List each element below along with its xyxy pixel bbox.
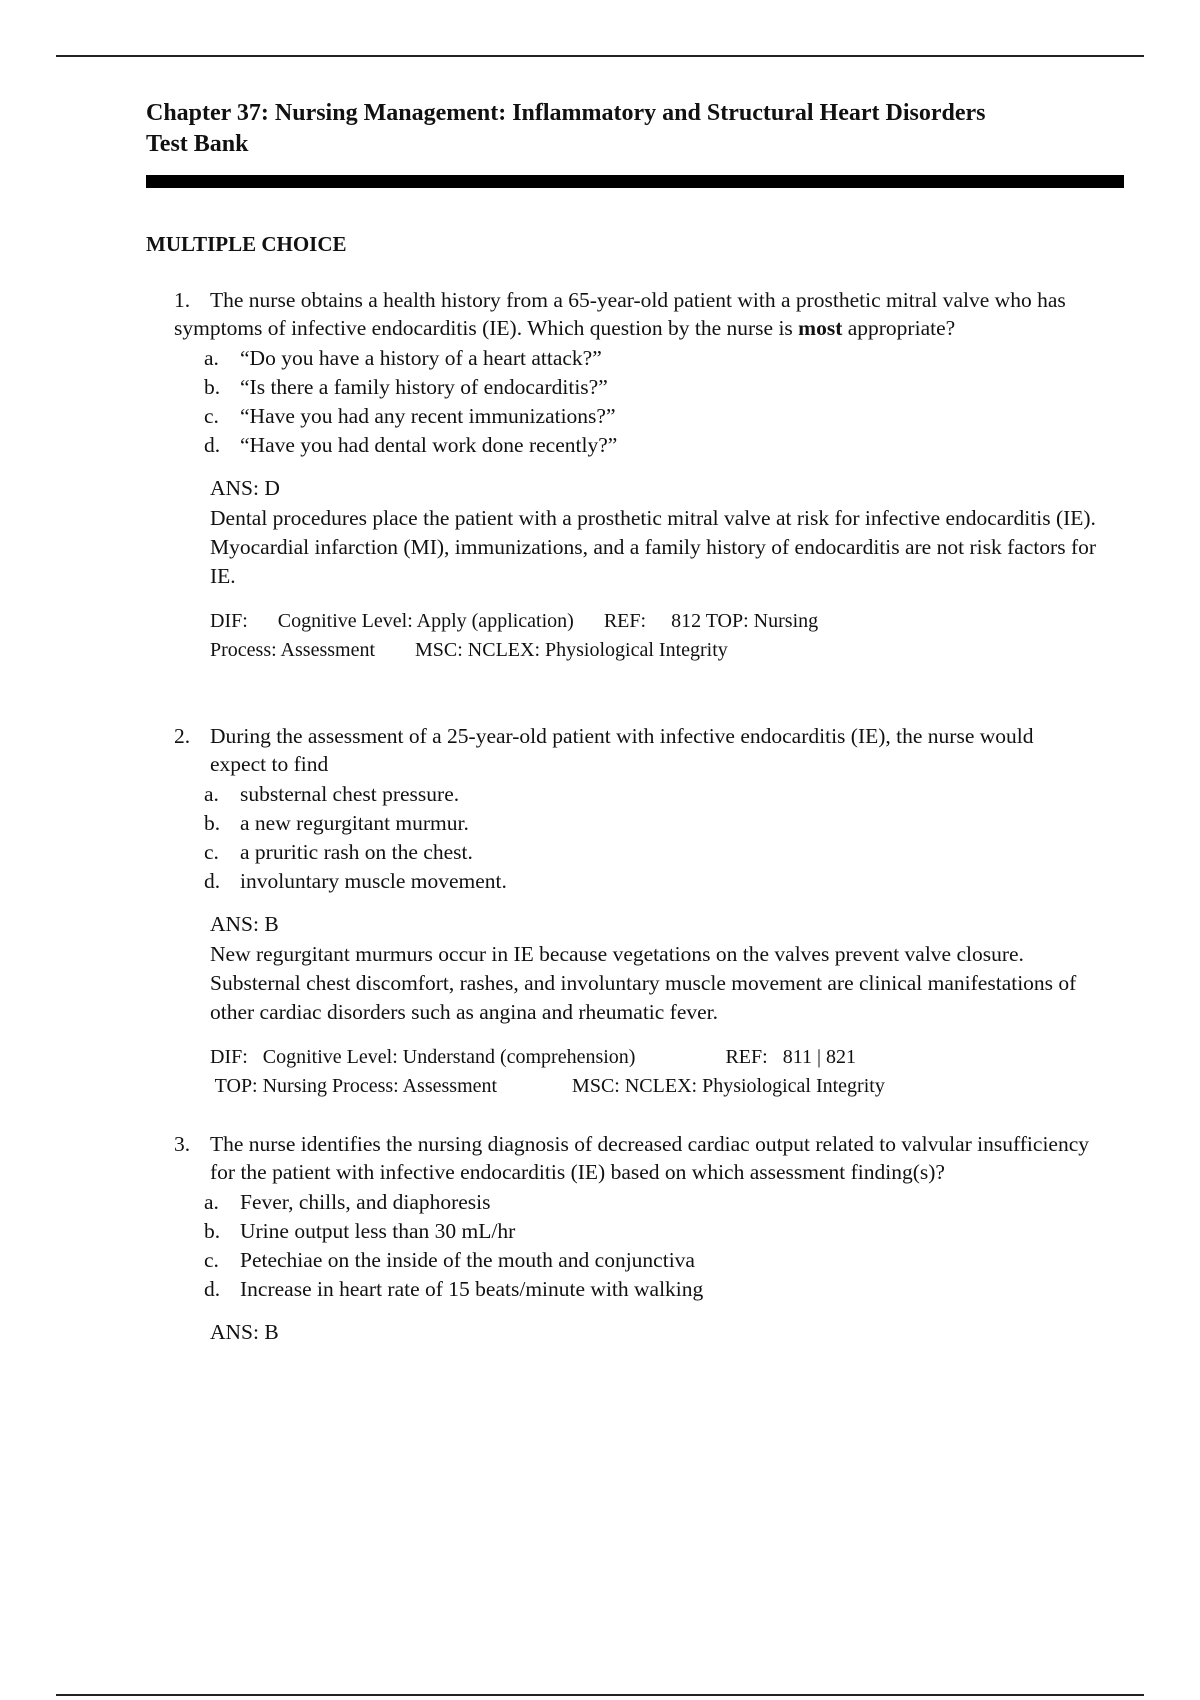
choice-d: d. “Have you had dental work done recently?”	[204, 433, 618, 457]
question-number: 3.	[174, 1132, 191, 1156]
choice-a: a. “Do you have a history of a heart attack?”	[204, 346, 602, 370]
question-stem: 1. The nurse obtains a health history from a 65-year-old patient with a prosthetic mitral valve who has symptoms of infective endocarditis (IE). Which question by the nurse is most appropriate?	[174, 288, 1066, 340]
choice-list	[204, 780, 1104, 896]
question-stem: 3. The nurse identifies the nursing diagnosis of decreased cardiac output related to valvular insufficiency for the patient with infective endocarditis (IE) based on which assessment finding(s)?	[174, 1132, 1090, 1184]
choice-b: b. “Is there a family history of endocarditis?”	[204, 375, 608, 399]
question-number: 2.	[174, 724, 191, 748]
page-title	[146, 98, 1126, 160]
rationale: Dental procedures place the patient with a prosthetic mitral valve at risk for infective endocarditis (IE). Myocardial infarction (MI), immunizations, and a family history of endocarditis are not risk factors for IE.	[210, 506, 1097, 588]
section-heading: MULTIPLE CHOICE	[146, 232, 347, 256]
choice-b: b. Urine output less than 30 mL/hr	[204, 1219, 516, 1243]
answer: ANS: D	[210, 476, 280, 500]
choice-list	[204, 1188, 1104, 1304]
choice-c: c. a pruritic rash on the chest.	[204, 840, 473, 864]
choice-d: d. involuntary muscle movement.	[204, 869, 507, 893]
question-2	[0, 722, 1200, 1101]
question-1	[0, 286, 1200, 665]
bottom-rule	[56, 1694, 1144, 1696]
top-rule	[56, 55, 1144, 57]
emphasis: most	[798, 316, 843, 340]
title-line-2: Test Bank	[146, 131, 249, 157]
title-line-1: Chapter 37: Nursing Management: Inflammatory and Structural Heart Disorders	[146, 100, 986, 126]
question-metadata: DIF: Cognitive Level: Apply (application) REF: 812 TOP: Nursing Process: Assessment MSC: NCLEX: Physiological Integrity	[210, 610, 819, 661]
choice-c: c. “Have you had any recent immunizations?”	[204, 404, 616, 428]
choice-b: b. a new regurgitant murmur.	[204, 811, 469, 835]
question-3	[0, 1130, 1200, 1347]
choice-d: d. Increase in heart rate of 15 beats/minute with walking	[204, 1277, 704, 1301]
question-metadata: DIF: Cognitive Level: Understand (comprehension) REF: 811 | 821 TOP: Nursing Process: Assessment MSC: NCLEX: Physiological Integrity	[210, 1046, 885, 1097]
answer: ANS: B	[210, 1320, 279, 1344]
choice-c: c. Petechiae on the inside of the mouth and conjunctiva	[204, 1248, 695, 1272]
question-number: 1.	[174, 288, 191, 312]
rationale: New regurgitant murmurs occur in IE because vegetations on the valves prevent valve closure. Substernal chest discomfort, rashes, and involuntary muscle movement are clinical manifestations of other cardiac disorders such as angina and rheumatic fever.	[210, 942, 1077, 1024]
title-divider	[146, 175, 1124, 188]
choice-a: a. Fever, chills, and diaphoresis	[204, 1190, 491, 1214]
choice-list	[204, 344, 1104, 460]
question-stem: 2. During the assessment of a 25-year-old patient with infective endocarditis (IE), the nurse would expect to find	[174, 724, 1034, 776]
choice-a: a. substernal chest pressure.	[204, 782, 460, 806]
answer: ANS: B	[210, 912, 279, 936]
